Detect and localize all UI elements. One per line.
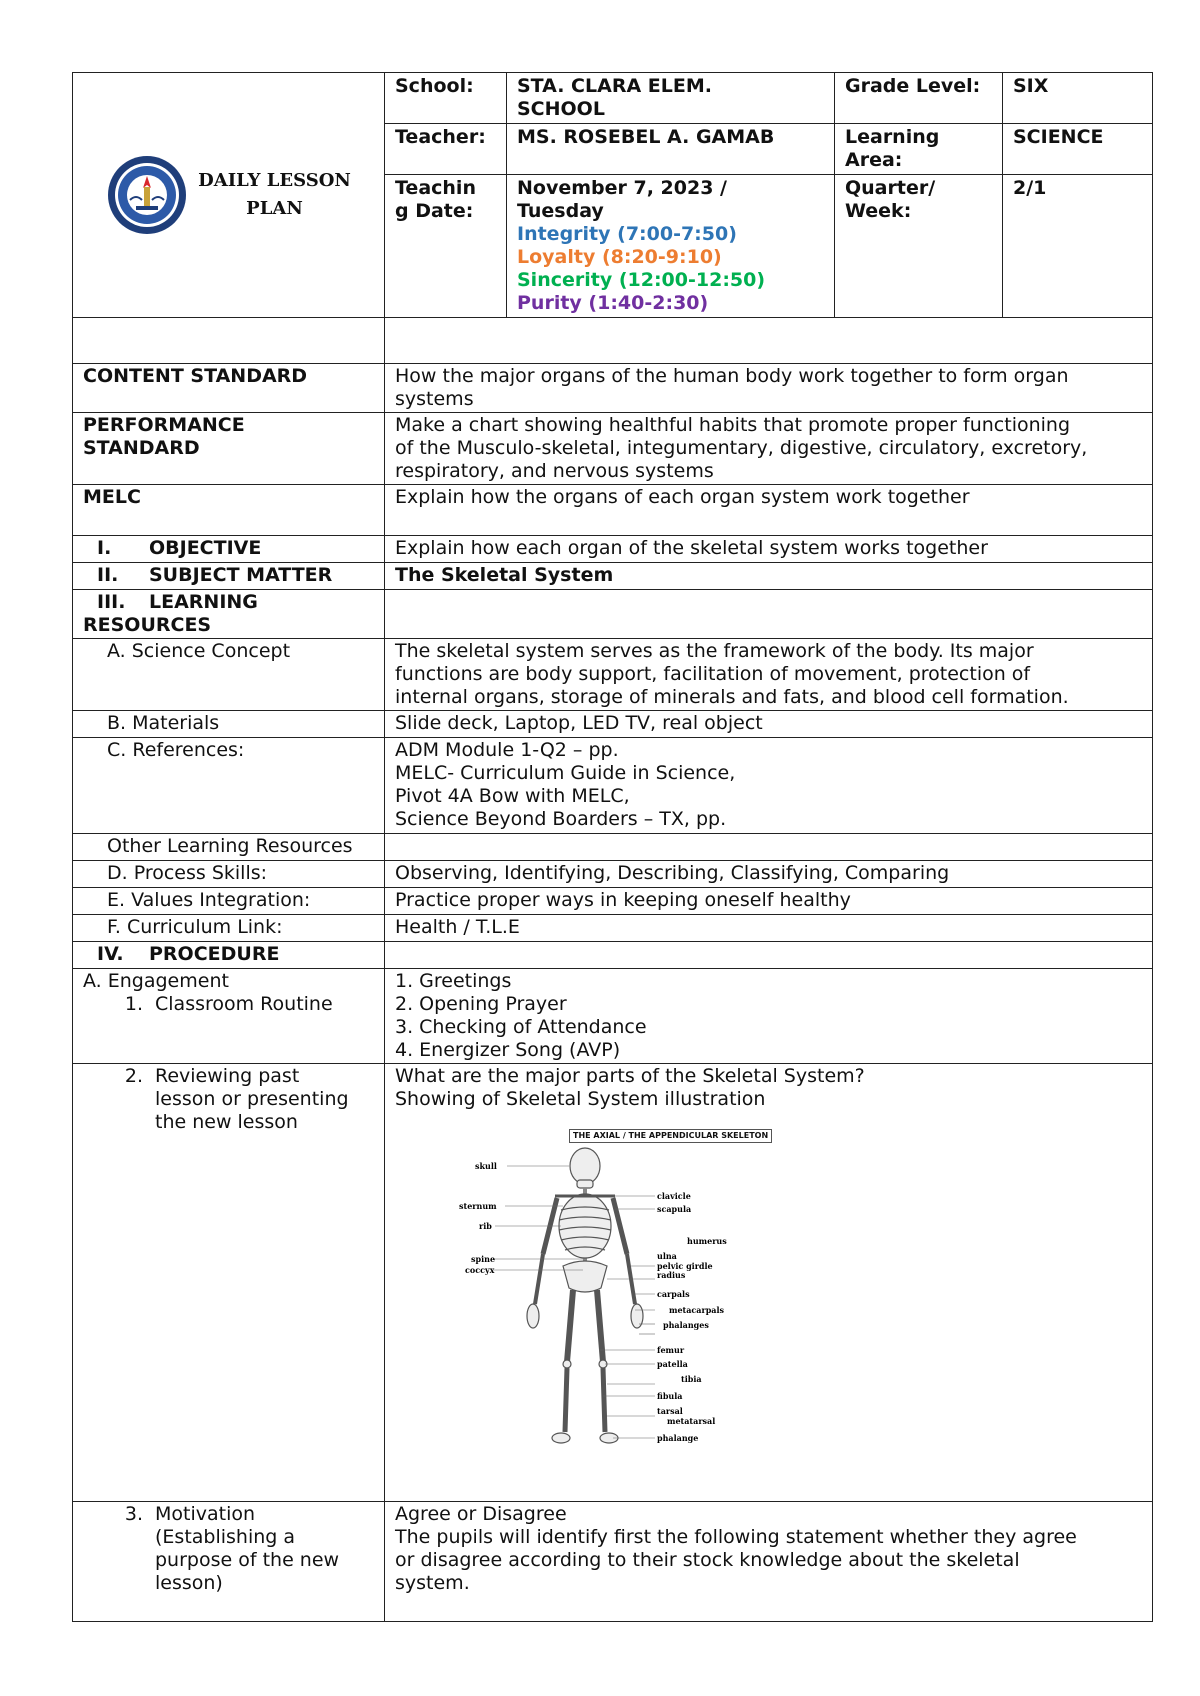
performance-standard-value: [385, 413, 1153, 485]
school-value: [507, 73, 835, 124]
grade-value: SIX: [1003, 73, 1153, 124]
quarter-week-value: 2/1: [1003, 175, 1153, 318]
label-patella: patella: [657, 1359, 688, 1369]
content-standard-label: CONTENT STANDARD: [73, 364, 385, 413]
label-tibia: tibia: [681, 1374, 702, 1384]
curriculum-link-value: Health / T.L.E: [385, 915, 1153, 942]
teaching-date-label-line2: g Date:: [395, 200, 474, 222]
teaching-date-label-line1: Teachin: [395, 177, 476, 199]
teaching-date-label: [385, 175, 507, 318]
label-spine: spine: [471, 1254, 496, 1264]
teacher-label: Teacher:: [385, 124, 507, 175]
label-pelvic-girdle: pelvic girdle: [657, 1261, 713, 1271]
performance-line2: of the Musculo-skeletal, integumentary, digestive, circulatory, excretory,: [395, 437, 1088, 459]
melc-label: MELC: [73, 485, 385, 536]
motivation-num: 3.: [124, 1503, 143, 1525]
references-line2: MELC- Curriculum Guide in Science,: [395, 762, 736, 784]
label-phalange: phalange: [657, 1433, 699, 1443]
label-humerus: humerus: [687, 1236, 727, 1246]
motivation-value: [385, 1502, 1153, 1622]
procedure-value: [385, 942, 1153, 969]
other-resources-label: Other Learning Resources: [73, 834, 385, 861]
objective-label: [73, 536, 385, 563]
references-line3: Pivot 4A Bow with MELC,: [395, 785, 630, 807]
resources-text-line2: RESOURCES: [83, 614, 212, 636]
label-ulna: ulna: [657, 1251, 677, 1261]
school-value-line1: STA. CLARA ELEM.: [517, 75, 712, 97]
quarter-label-line2: Week:: [845, 200, 912, 222]
section-integrity: Integrity (7:00-7:50): [517, 223, 737, 245]
resources-text-line1: LEARNING: [149, 591, 258, 613]
references-line1: ADM Module 1-Q2 – pp.: [395, 739, 619, 761]
review-num: 2.: [124, 1065, 143, 1087]
label-sternum: sternum: [459, 1201, 497, 1211]
teacher-value: MS. ROSEBEL A. GAMAB: [507, 124, 835, 175]
motivation-text: [155, 1503, 339, 1595]
content-standard-line1: How the major organs of the human body work together to form organ: [395, 365, 1069, 387]
routine-line3: 3. Checking of Attendance: [395, 1016, 647, 1038]
motivation-line4: system.: [395, 1572, 470, 1594]
curriculum-link-label: F. Curriculum Link:: [73, 915, 385, 942]
section-purity: Purity (1:40-2:30): [517, 292, 709, 314]
review-item: [83, 1065, 374, 1134]
label-phalanges: phalanges: [663, 1320, 709, 1330]
review-line1: What are the major parts of the Skeletal System?: [395, 1065, 865, 1087]
subject-matter-value: The Skeletal System: [385, 563, 1153, 590]
learning-area-value: SCIENCE: [1003, 124, 1153, 175]
teaching-date-line2: Tuesday: [517, 200, 604, 222]
subject-matter-label: [73, 563, 385, 590]
lesson-plan-table: [72, 72, 1153, 1622]
learning-area-label-line1: Learning: [845, 126, 940, 148]
teaching-date-line1: November 7, 2023 /: [517, 177, 727, 199]
performance-label-line1: PERFORMANCE: [83, 414, 245, 436]
quarter-label-line1: Quarter/: [845, 177, 936, 199]
skeleton-illustration: [459, 1121, 805, 1454]
review-line2: Showing of Skeletal System illustration: [395, 1088, 766, 1110]
procedure-num: IV.: [97, 943, 124, 965]
motivation-label-line1: Motivation: [155, 1503, 256, 1525]
school-label: School:: [385, 73, 507, 124]
performance-line1: Make a chart showing healthful habits that promote proper functioning: [395, 414, 1071, 436]
procedure-text: PROCEDURE: [149, 943, 280, 965]
motivation-label-line2: (Establishing a: [155, 1526, 296, 1548]
motivation-label-line3: purpose of the new: [155, 1549, 340, 1571]
label-metacarpals: metacarpals: [669, 1305, 725, 1315]
materials-value: Slide deck, Laptop, LED TV, real object: [385, 711, 1153, 738]
performance-line3: respiratory, and nervous systems: [395, 460, 714, 482]
blank-cell-right: [385, 318, 1153, 364]
concept-line3: internal organs, storage of minerals and fats, and blood cell formation.: [395, 686, 1069, 708]
label-skull: skull: [475, 1161, 497, 1171]
quarter-week-label: [835, 175, 1003, 318]
review-label-line2: lesson or presenting: [155, 1088, 349, 1110]
learning-area-label-line2: Area:: [845, 149, 903, 171]
engagement-label: [73, 969, 385, 1064]
concept-line2: functions are body support, facilitation of movement, protection of: [395, 663, 1031, 685]
motivation-label-line4: lesson): [155, 1572, 223, 1594]
section-loyalty: Loyalty (8:20-9:10): [517, 246, 722, 268]
review-label-line1: Reviewing past: [155, 1065, 300, 1087]
label-metatarsal: metatarsal: [667, 1416, 716, 1426]
references-label: C. References:: [73, 738, 385, 834]
engagement-text: A. Engagement: [83, 970, 229, 992]
review-label: [73, 1064, 385, 1502]
routine-num: 1.: [124, 993, 143, 1015]
motivation-item: [83, 1503, 374, 1595]
routine-line2: 2. Opening Prayer: [395, 993, 567, 1015]
school-seal-logo: [106, 154, 188, 236]
label-carpals: carpals: [657, 1289, 690, 1299]
routine-value: [385, 969, 1153, 1064]
lesson-plan-page: [72, 72, 1152, 1622]
objective-num: I.: [97, 537, 112, 559]
review-text: [155, 1065, 349, 1134]
review-label-line3: the new lesson: [155, 1111, 298, 1133]
science-concept-value: [385, 639, 1153, 711]
school-value-line2: SCHOOL: [517, 98, 605, 120]
routine-line1: 1. Greetings: [395, 970, 512, 992]
review-value: [385, 1064, 1153, 1502]
learning-resources-label: [73, 590, 385, 639]
objective-text: OBJECTIVE: [149, 537, 262, 559]
motivation-line3: or disagree according to their stock knowledge about the skeletal: [395, 1549, 1020, 1571]
performance-standard-label: [73, 413, 385, 485]
blank-cell-left: [73, 318, 385, 364]
routine-item: [83, 993, 374, 1016]
label-rib: rib: [479, 1221, 492, 1231]
values-integration-label: E. Values Integration:: [73, 888, 385, 915]
logo-title-cell: [73, 73, 385, 318]
learning-area-label: [835, 124, 1003, 175]
motivation-line2: The pupils will identify first the following statement whether they agree: [395, 1526, 1077, 1548]
process-skills-label: D. Process Skills:: [73, 861, 385, 888]
concept-line1: The skeletal system serves as the framework of the body. Its major: [395, 640, 1034, 662]
label-fibula: fibula: [657, 1391, 683, 1401]
materials-label: B. Materials: [73, 711, 385, 738]
content-standard-line2: systems: [395, 388, 474, 410]
motivation-line1: Agree or Disagree: [395, 1503, 567, 1525]
other-resources-value: [385, 834, 1153, 861]
label-scapula: scapula: [657, 1204, 692, 1214]
objective-value: Explain how each organ of the skeletal system works together: [385, 536, 1153, 563]
routine-label: Classroom Routine: [155, 993, 333, 1015]
resources-num: III.: [97, 591, 126, 613]
references-line4: Science Beyond Boarders – TX, pp.: [395, 808, 727, 830]
dlp-title-line2: PLAN: [246, 198, 303, 219]
label-coccyx: coccyx: [465, 1265, 495, 1275]
skeleton-caption: THE AXIAL / THE APPENDICULAR SKELETON: [569, 1129, 772, 1143]
performance-label-line2: STANDARD: [83, 437, 200, 459]
process-skills-value: Observing, Identifying, Describing, Classifying, Comparing: [385, 861, 1153, 888]
grade-label: Grade Level:: [835, 73, 1003, 124]
label-radius: radius: [657, 1270, 686, 1280]
label-femur: femur: [657, 1345, 685, 1355]
skeleton-diagram: [435, 1144, 735, 1454]
subject-num: II.: [97, 564, 119, 586]
melc-value: Explain how the organs of each organ system work together: [385, 485, 1153, 536]
section-sincerity: Sincerity (12:00-12:50): [517, 269, 766, 291]
label-clavicle: clavicle: [657, 1191, 691, 1201]
values-integration-value: Practice proper ways in keeping oneself healthy: [385, 888, 1153, 915]
motivation-label: [73, 1502, 385, 1622]
dlp-title-line1: DAILY LESSON: [198, 170, 351, 191]
content-standard-value: [385, 364, 1153, 413]
references-value: [385, 738, 1153, 834]
teaching-date-value: [507, 175, 835, 318]
learning-resources-value: [385, 590, 1153, 639]
procedure-label: [73, 942, 385, 969]
science-concept-label: A. Science Concept: [73, 639, 385, 711]
routine-line4: 4. Energizer Song (AVP): [395, 1039, 621, 1061]
label-tarsal: tarsal: [657, 1406, 683, 1416]
subject-text: SUBJECT MATTER: [149, 564, 333, 586]
